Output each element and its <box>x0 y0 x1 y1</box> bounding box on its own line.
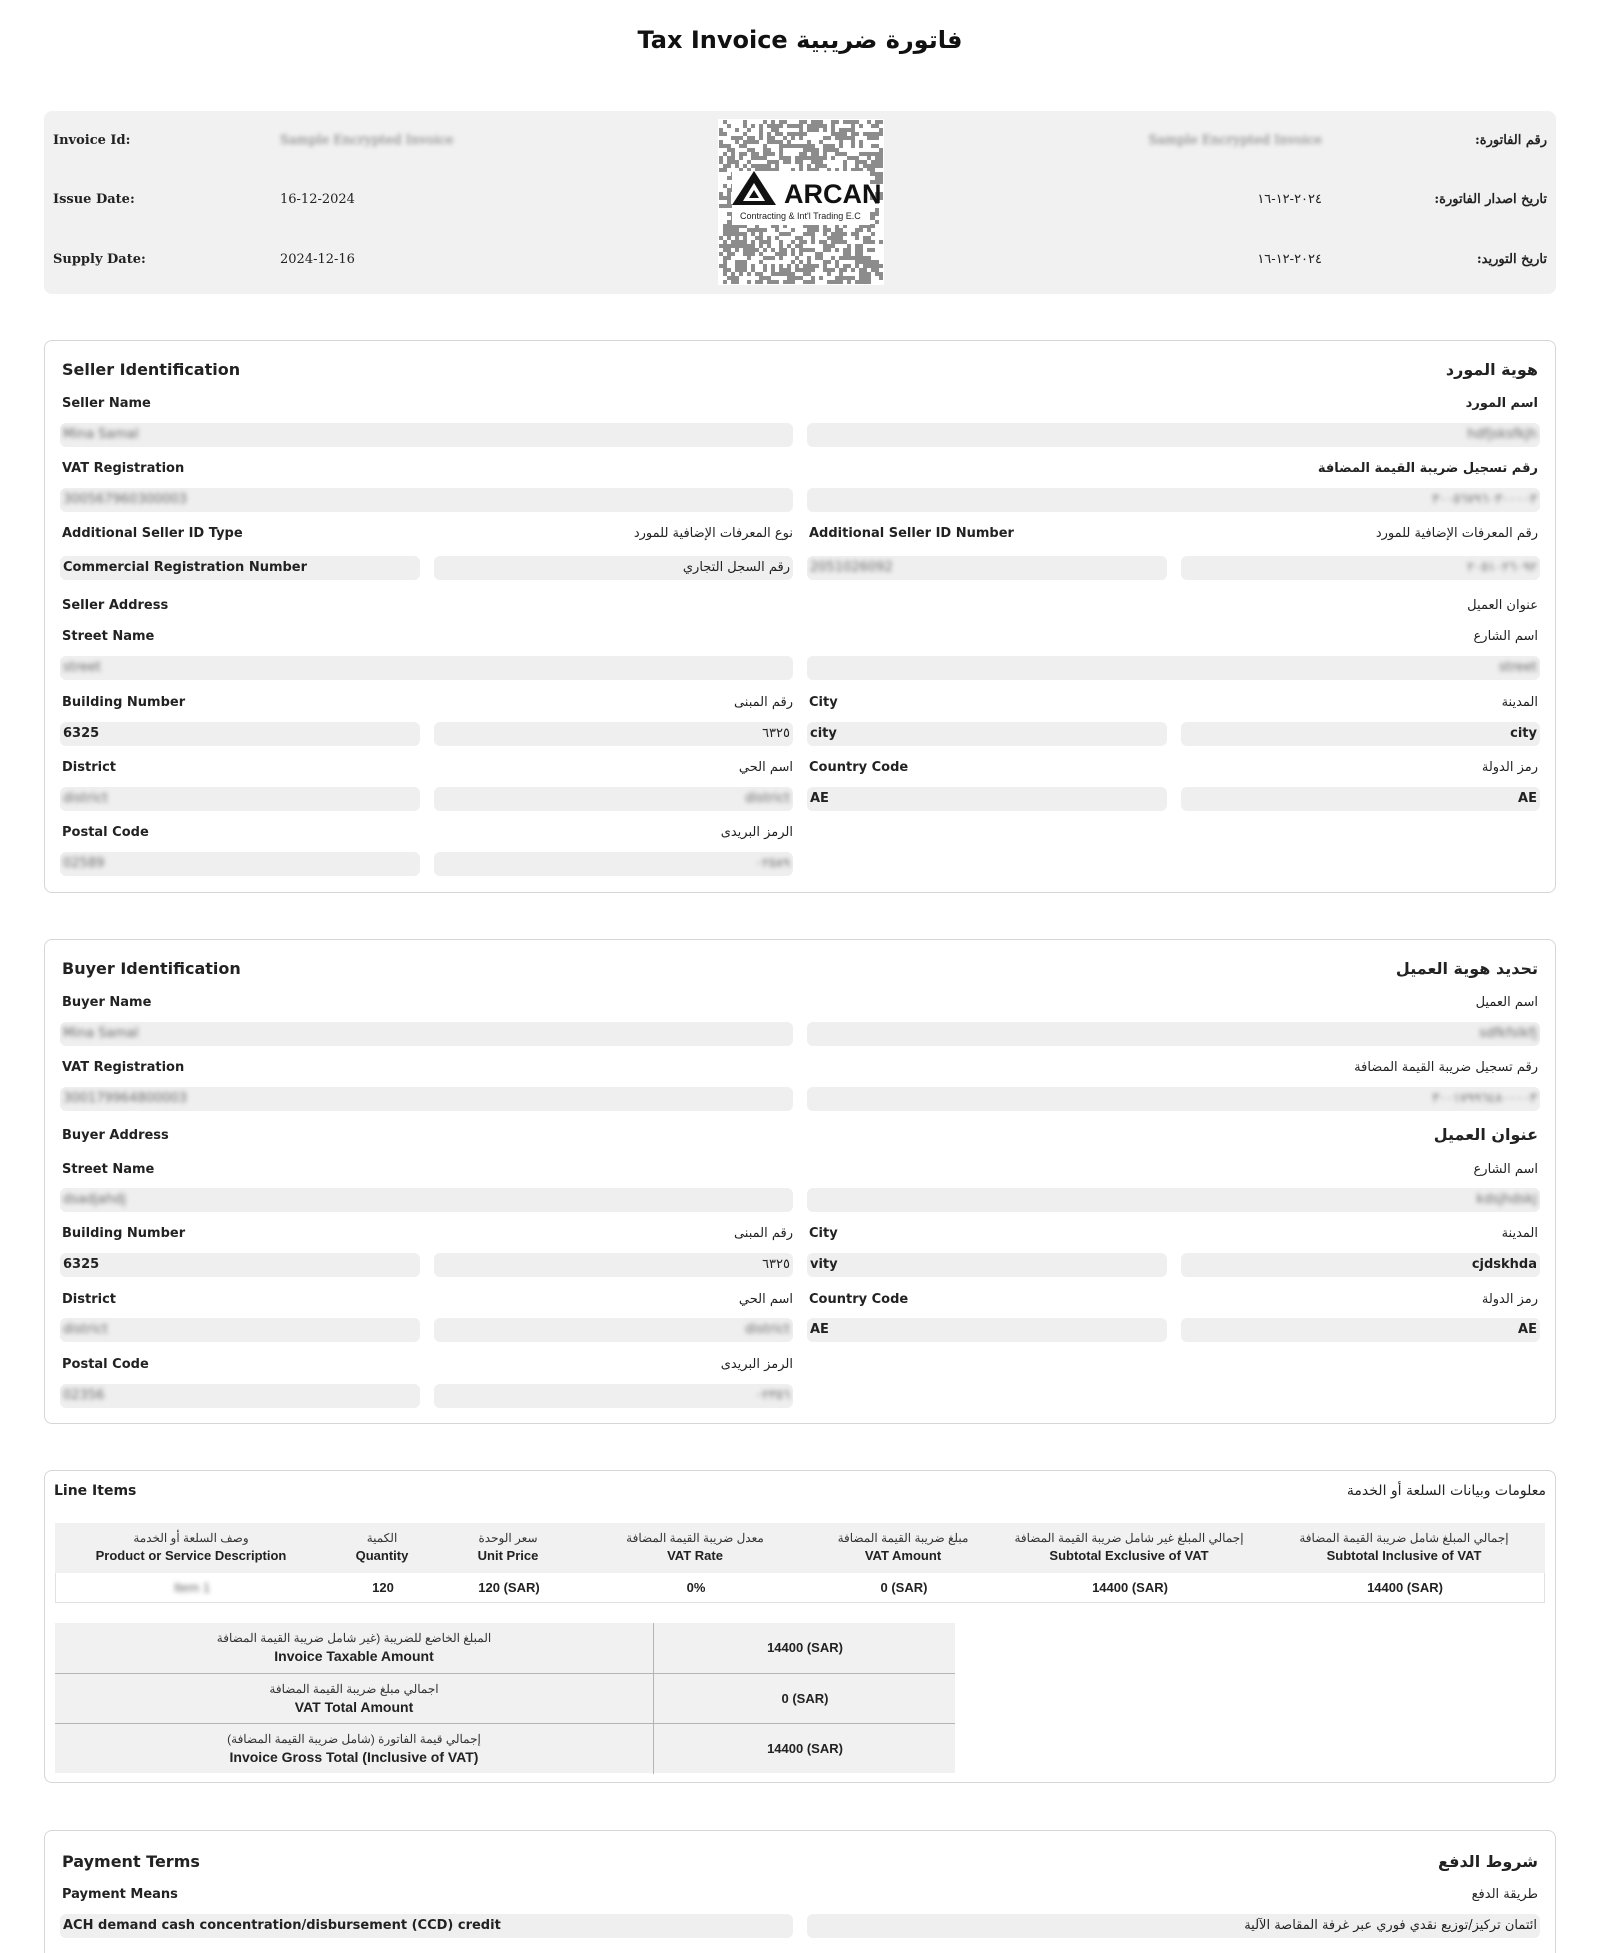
seller-name-value-ar: hdfjsksfkjh <box>1467 427 1537 442</box>
seller-country-field: AE <box>807 787 1167 811</box>
supply-date-value: 2024-12-16 <box>280 252 355 267</box>
seller-postal-label: Postal Code <box>62 825 149 840</box>
seller-building-field-ar: ٦٣٢٥ <box>434 722 793 746</box>
buyer-street-field <box>60 1188 793 1212</box>
gross-total-label <box>55 1724 654 1774</box>
seller-street-label: Street Name <box>62 629 155 644</box>
col-vat-amount-en: VAT Amount <box>864 1548 942 1563</box>
addl-id-number-value: 2051026092 <box>810 560 893 575</box>
seller-title: Seller Identification <box>62 360 241 379</box>
seller-city-field-ar: city <box>1181 722 1540 746</box>
seller-name-value: Mina Samal <box>63 427 139 442</box>
vat-total-value: 0 (SAR) <box>781 1691 829 1706</box>
company-logo <box>732 171 882 225</box>
logo-tagline: Contracting & Int'l Trading E.C <box>740 211 861 221</box>
buyer-district-value-ar: district <box>745 1322 790 1337</box>
invoice-header <box>44 111 1556 294</box>
invoice-id-value-ar: Sample Encrypted Invoice <box>1148 133 1322 148</box>
supply-date-label-ar: تاريخ التوريد: <box>1476 252 1547 267</box>
addl-id-number-field-ar <box>1181 556 1540 580</box>
col-subtotal-excl-ar: إجمالي المبلغ غير شامل ضريبة القيمة المضافة <box>1014 1531 1244 1545</box>
line-items-title-ar: معلومات وبيانات السلعة أو الخدمة <box>1346 1483 1546 1499</box>
table-row <box>55 1573 1545 1603</box>
buyer-postal-value: 02356 <box>63 1388 105 1403</box>
addl-id-number-field <box>807 556 1167 580</box>
col-subtotal-incl <box>1263 1523 1545 1563</box>
seller-postal-field-ar <box>434 852 793 876</box>
buyer-district-value: district <box>63 1322 108 1337</box>
issue-date-value-ar: ٢٠٢٤-١٢-١٦ <box>1257 192 1322 207</box>
col-unit-price-en: Unit Price <box>477 1548 539 1563</box>
seller-postal-value-ar: ٠٢٥٨٩ <box>755 856 790 871</box>
buyer-name-field <box>60 1022 793 1046</box>
supply-date-value-ar: ٢٠٢٤-١٢-١٦ <box>1257 252 1322 267</box>
seller-vat-field <box>60 488 793 512</box>
buyer-address-label: Buyer Address <box>62 1128 169 1143</box>
col-unit-price-ar: سعر الوحدة <box>478 1531 538 1545</box>
vat-total-label-en: VAT Total Amount <box>294 1699 414 1715</box>
buyer-city-field-ar: cjdskhda <box>1181 1253 1540 1277</box>
buyer-postal-label-ar: الرمز البريدى <box>720 1357 793 1372</box>
line-items-section <box>44 1470 1556 1783</box>
buyer-country-field: AE <box>807 1318 1167 1342</box>
payment-means-field: ACH demand cash concentration/disbursement (CCD) credit <box>60 1914 793 1938</box>
col-vat-amount-ar: مبلغ ضريبة القيمة المضافة <box>837 1531 969 1545</box>
issue-date-label: Issue Date: <box>53 192 135 207</box>
buyer-country-field-ar: AE <box>1181 1318 1540 1342</box>
seller-street-field-ar <box>807 656 1540 680</box>
seller-city-label: City <box>809 695 838 710</box>
col-vat-rate <box>579 1523 811 1563</box>
buyer-country-label: Country Code <box>809 1292 909 1307</box>
issue-date-label-ar: تاريخ اصدار الفاتورة: <box>1434 192 1547 207</box>
buyer-vat-label-ar: رقم تسجيل ضريبة القيمة المضافة <box>1354 1060 1538 1075</box>
qr-code <box>718 119 884 285</box>
col-subtotal-incl-ar: إجمالي المبلغ شامل ضريبة القيمة المضافة <box>1299 1531 1509 1545</box>
seller-district-label: District <box>62 760 116 775</box>
seller-name-field-ar <box>807 423 1540 447</box>
buyer-name-label: Buyer Name <box>62 995 152 1010</box>
seller-vat-label: VAT Registration <box>62 461 185 476</box>
buyer-city-label-ar: المدينة <box>1501 1226 1538 1241</box>
seller-name-label-ar: اسم المورد <box>1465 396 1538 411</box>
seller-building-label-ar: رقم المبنى <box>733 695 793 710</box>
cell-subtotal-excl: 14400 (SAR) <box>1092 1580 1168 1595</box>
seller-street-field <box>60 656 793 680</box>
seller-street-value-ar: street <box>1498 660 1537 675</box>
buyer-district-label-ar: اسم الحي <box>738 1292 793 1307</box>
buyer-building-label: Building Number <box>62 1226 186 1241</box>
buyer-vat-value-ar: ٣٠٠١٧٩٩٦٤٨٠٠٠٠٣ <box>1432 1091 1537 1106</box>
buyer-vat-label: VAT Registration <box>62 1060 185 1075</box>
buyer-vat-value: 300179964800003 <box>63 1091 188 1106</box>
payment-means-label: Payment Means <box>62 1887 178 1902</box>
payment-means-field-ar: ائتمان تركيز/توزيع نقدي فوري عبر غرفة المقاصة الآلية <box>807 1914 1540 1938</box>
vat-total-row <box>55 1673 955 1723</box>
vat-total-label-ar: اجمالي مبلغ ضريبة القيمة المضافة <box>269 1682 439 1696</box>
gross-total-row <box>55 1723 955 1773</box>
seller-name-field <box>60 423 793 447</box>
buyer-name-label-ar: اسم العميل <box>1475 995 1538 1010</box>
seller-postal-field <box>60 852 420 876</box>
addl-id-type-label: Additional Seller ID Type <box>62 526 243 541</box>
seller-postal-label-ar: الرمز البريدى <box>720 825 793 840</box>
line-items-title: Line Items <box>54 1483 137 1499</box>
seller-country-label: Country Code <box>809 760 909 775</box>
arcan-logo-icon <box>732 171 776 205</box>
buyer-vat-field <box>60 1087 793 1111</box>
addl-id-number-label-ar: رقم المعرفات الإضافية للمورد <box>1375 526 1538 541</box>
seller-vat-value-ar: ٣٠٠٥٦٧٩٦٠٣٠٠٠٠٣ <box>1432 492 1537 507</box>
item-description: Item 1 <box>173 1580 211 1595</box>
buyer-name-field-ar <box>807 1022 1540 1046</box>
invoice-id-label-ar: رقم الفاتورة: <box>1474 133 1547 148</box>
col-unit-price <box>437 1523 579 1563</box>
buyer-section <box>44 939 1556 1424</box>
taxable-amount-row <box>55 1623 955 1673</box>
buyer-building-field-ar: ٦٣٢٥ <box>434 1253 793 1277</box>
invoice-id-value: Sample Encrypted Invoice <box>280 133 454 148</box>
seller-address-label: Seller Address <box>62 598 169 613</box>
buyer-street-label-ar: اسم الشارع <box>1473 1162 1538 1177</box>
cell-unit-price: 120 (SAR) <box>478 1580 540 1595</box>
payment-title-ar: شروط الدفع <box>1438 1852 1538 1871</box>
buyer-country-label-ar: رمز الدولة <box>1481 1292 1538 1307</box>
seller-city-label-ar: المدينة <box>1501 695 1538 710</box>
buyer-name-value-ar: sdfkfslkfj <box>1479 1026 1537 1041</box>
buyer-vat-field-ar <box>807 1087 1540 1111</box>
buyer-postal-field <box>60 1384 420 1408</box>
col-quantity-en: Quantity <box>355 1548 409 1563</box>
seller-district-label-ar: اسم الحي <box>738 760 793 775</box>
buyer-title: Buyer Identification <box>62 959 241 978</box>
buyer-name-value: Mina Samal <box>63 1026 139 1041</box>
seller-street-value: street <box>63 660 102 675</box>
addl-id-number-value-ar: ٢٠٥١٠٢٦٠٩٢ <box>1467 560 1537 575</box>
payment-title: Payment Terms <box>62 1852 200 1871</box>
col-description-ar: وصف السلعة أو الخدمة <box>133 1531 249 1545</box>
buyer-address-label-ar: عنوان العميل <box>1433 1125 1538 1144</box>
invoice-id-label: Invoice Id: <box>53 133 131 148</box>
col-quantity <box>327 1523 437 1563</box>
supply-date-label: Supply Date: <box>53 252 146 267</box>
addl-id-type-label-ar: نوع المعرفات الإضافية للمورد <box>633 526 793 541</box>
addl-id-type-field: Commercial Registration Number <box>60 556 420 580</box>
seller-district-value-ar: district <box>745 791 790 806</box>
seller-street-label-ar: اسم الشارع <box>1473 629 1538 644</box>
seller-address-label-ar: عنوان العميل <box>1467 598 1538 613</box>
buyer-district-field <box>60 1318 420 1342</box>
seller-postal-value: 02589 <box>63 856 105 871</box>
gross-total-label-ar: إجمالي قيمة الفاتورة (شامل ضريبة القيمة المضافة) <box>227 1732 481 1746</box>
taxable-amount-value: 14400 (SAR) <box>767 1640 843 1655</box>
col-vat-rate-en: VAT Rate <box>667 1548 723 1563</box>
cell-vat-rate: 0% <box>686 1580 706 1595</box>
col-vat-amount <box>811 1523 995 1563</box>
buyer-postal-field-ar <box>434 1384 793 1408</box>
buyer-street-field-ar <box>807 1188 1540 1212</box>
taxable-amount-label <box>55 1623 654 1673</box>
payment-means-label-ar: طريقة الدفع <box>1471 1887 1538 1902</box>
col-quantity-ar: الكمية <box>366 1531 398 1545</box>
seller-district-field <box>60 787 420 811</box>
col-subtotal-excl <box>995 1523 1263 1563</box>
buyer-city-label: City <box>809 1226 838 1241</box>
cell-subtotal-incl: 14400 (SAR) <box>1367 1580 1443 1595</box>
col-subtotal-incl-en: Subtotal Inclusive of VAT <box>1326 1548 1482 1563</box>
buyer-city-field: vity <box>807 1253 1167 1277</box>
buyer-title-ar: تحديد هوية العميل <box>1395 959 1538 978</box>
seller-district-value: district <box>63 791 108 806</box>
seller-country-label-ar: رمز الدولة <box>1481 760 1538 775</box>
gross-total-value: 14400 (SAR) <box>767 1741 843 1756</box>
buyer-district-label: District <box>62 1292 116 1307</box>
issue-date-value: 16-12-2024 <box>280 192 355 207</box>
col-description-en: Product or Service Description <box>95 1548 287 1563</box>
seller-vat-label-ar: رقم تسجيل ضريبة القيمة المضافة <box>1317 461 1538 476</box>
seller-section <box>44 340 1556 893</box>
taxable-amount-label-en: Invoice Taxable Amount <box>274 1648 434 1664</box>
col-subtotal-excl-en: Subtotal Exclusive of VAT <box>1049 1548 1209 1563</box>
gross-total-label-en: Invoice Gross Total (Inclusive of VAT) <box>229 1749 479 1765</box>
seller-vat-field-ar <box>807 488 1540 512</box>
totals-table <box>55 1623 955 1773</box>
col-vat-rate-ar: معدل ضريبة القيمة المضافة <box>626 1531 764 1545</box>
seller-building-label: Building Number <box>62 695 186 710</box>
col-description <box>55 1523 327 1563</box>
addl-id-type-field-ar: رقم السجل التجاري <box>434 556 793 580</box>
buyer-street-label: Street Name <box>62 1162 155 1177</box>
taxable-amount-label-ar: المبلغ الخاضع للضريبة (غير شامل ضريبة القيمة المضافة <box>216 1631 492 1645</box>
vat-total-label <box>55 1674 654 1724</box>
seller-city-field: city <box>807 722 1167 746</box>
payment-section <box>44 1830 1556 1953</box>
buyer-district-field-ar <box>434 1318 793 1342</box>
buyer-postal-value-ar: ٠٢٣٥٦ <box>755 1388 790 1403</box>
cell-quantity: 120 <box>372 1580 394 1595</box>
addl-id-number-label: Additional Seller ID Number <box>809 526 1014 541</box>
seller-building-field: 6325 <box>60 722 420 746</box>
page-title: Tax Invoice فاتورة ضريبية <box>637 26 963 54</box>
seller-name-label: Seller Name <box>62 396 151 411</box>
buyer-street-value-ar: kdsjhdskj <box>1476 1192 1537 1207</box>
seller-country-field-ar: AE <box>1181 787 1540 811</box>
buyer-street-value: dsadjahdj <box>63 1192 126 1207</box>
logo-name: ARCAN <box>784 179 882 209</box>
seller-district-field-ar <box>434 787 793 811</box>
buyer-postal-label: Postal Code <box>62 1357 149 1372</box>
cell-vat-amount: 0 (SAR) <box>880 1580 928 1595</box>
buyer-building-field: 6325 <box>60 1253 420 1277</box>
seller-title-ar: هوية المورد <box>1445 360 1538 379</box>
seller-vat-value: 300567960300003 <box>63 492 188 507</box>
cell-description <box>56 1580 328 1595</box>
line-items-header <box>55 1523 1545 1573</box>
buyer-building-label-ar: رقم المبنى <box>733 1226 793 1241</box>
